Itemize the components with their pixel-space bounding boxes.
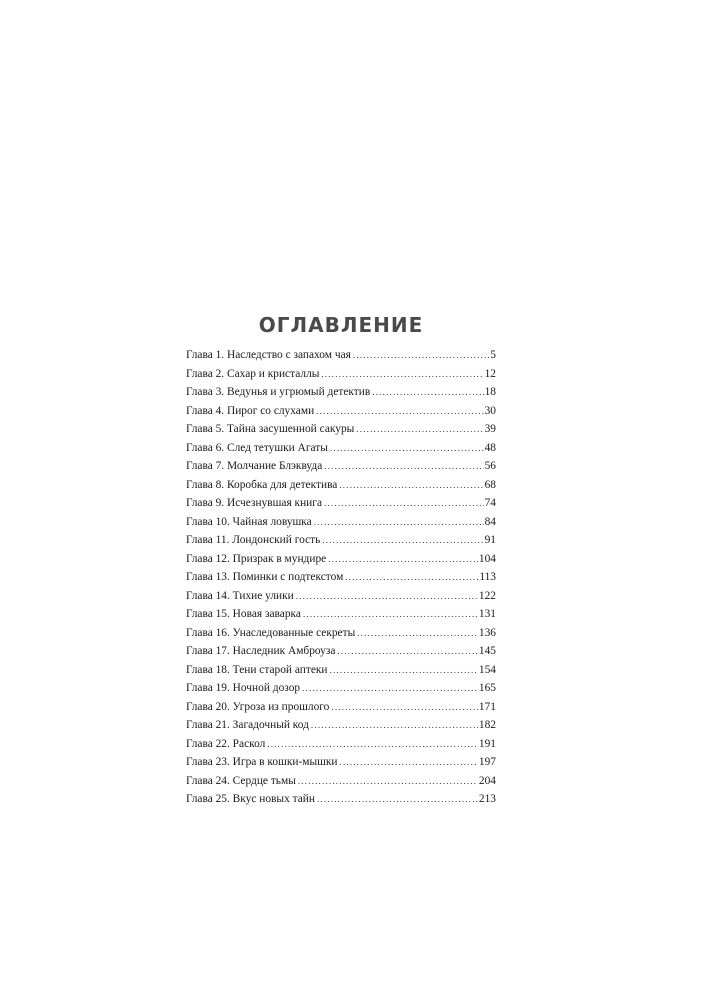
toc-dot-leader <box>324 457 483 476</box>
toc-entry-page-number: 191 <box>478 737 496 750</box>
toc-dot-leader <box>321 365 483 384</box>
toc-entry-label: Глава 19. Ночной дозор <box>186 682 301 694</box>
toc-entry-label: Глава 16. Унаследованные секреты <box>186 626 356 639</box>
toc-dot-leader <box>324 494 484 513</box>
toc-entry-label: Глава 21. Загадочный код <box>186 719 309 731</box>
toc-entry-page-number: 113 <box>479 571 496 583</box>
toc-entry-page-number: 68 <box>484 478 496 491</box>
toc-entry-page-number: 204 <box>478 774 496 787</box>
toc-dot-leader <box>330 661 478 680</box>
toc-entry <box>186 346 496 365</box>
toc-dot-leader <box>331 698 478 717</box>
toc-dot-leader <box>345 568 478 587</box>
toc-dot-leader <box>353 346 489 365</box>
toc-entry-label: Глава 13. Поминки с подтекстом <box>186 571 344 583</box>
toc-entry <box>186 790 496 809</box>
toc-dot-leader <box>316 402 483 421</box>
toc-entry-label: Глава 3. Ведунья и угрюмый детектив <box>186 386 371 398</box>
toc-entry <box>186 642 496 661</box>
toc-entry-label: Глава 1. Наследство с запахом чая <box>186 349 351 361</box>
toc-entry-label: Глава 20. Угроза из прошлого <box>186 700 330 713</box>
toc-entry-page-number: 154 <box>478 663 496 676</box>
toc-dot-leader <box>357 624 478 643</box>
toc-entry-page-number: 74 <box>484 497 496 509</box>
toc-entry-label: Глава 8. Коробка для детектива <box>186 478 338 491</box>
toc-entry-label: Глава 17. Наследник Амброуза <box>186 645 336 657</box>
toc-entry-page-number: 171 <box>478 700 496 713</box>
toc-entry <box>186 365 496 384</box>
page-title: ОГЛАВЛЕНИЕ <box>258 313 424 337</box>
toc-entry <box>186 383 496 402</box>
toc-entry <box>186 476 496 495</box>
toc-entry <box>186 513 496 532</box>
toc-dot-leader <box>328 550 478 569</box>
toc-dot-leader <box>267 735 478 754</box>
toc-entry <box>186 402 496 421</box>
table-of-contents <box>186 346 496 809</box>
toc-entry-label: Глава 18. Тени старой аптеки <box>186 663 328 676</box>
toc-entry-label: Глава 12. Призрак в мундире <box>186 552 327 565</box>
toc-entry-label: Глава 25. Вкус новых тайн <box>186 793 315 805</box>
toc-entry-page-number: 30 <box>484 404 496 417</box>
toc-entry-label: Глава 14. Тихие улики <box>186 589 294 602</box>
toc-entry-page-number: 39 <box>484 423 496 435</box>
toc-entry-label: Глава 15. Новая заварка <box>186 608 301 620</box>
toc-entry-page-number: 91 <box>484 534 496 546</box>
toc-entry-label: Глава 5. Тайна засушенной сакуры <box>186 423 355 435</box>
toc-entry <box>186 624 496 643</box>
toc-dot-leader <box>339 476 483 495</box>
toc-entry-page-number: 5 <box>490 349 496 361</box>
toc-entry-label: Глава 22. Раскол <box>186 737 266 750</box>
toc-entry <box>186 605 496 624</box>
toc-entry-page-number: 136 <box>478 626 496 639</box>
toc-dot-leader <box>296 587 478 606</box>
toc-dot-leader <box>317 790 478 809</box>
toc-entry-label: Глава 10. Чайная ловушка <box>186 515 312 528</box>
toc-entry-page-number: 104 <box>478 552 496 565</box>
toc-dot-leader <box>337 642 477 661</box>
toc-entry-page-number: 131 <box>478 608 496 620</box>
toc-entry-label: Глава 9. Исчезнувшая книга <box>186 497 323 509</box>
toc-dot-leader <box>311 716 478 735</box>
toc-entry <box>186 735 496 754</box>
toc-dot-leader <box>330 439 484 458</box>
toc-dot-leader <box>372 383 483 402</box>
toc-entry-page-number: 18 <box>484 386 496 398</box>
toc-entry <box>186 716 496 735</box>
toc-dot-leader <box>298 772 478 791</box>
toc-entry <box>186 753 496 772</box>
toc-entry <box>186 531 496 550</box>
toc-entry-label: Глава 2. Сахар и кристаллы <box>186 367 320 380</box>
toc-entry-label: Глава 23. Игра в кошки-мышки <box>186 756 338 768</box>
toc-entry <box>186 679 496 698</box>
toc-entry <box>186 661 496 680</box>
toc-entry-label: Глава 7. Молчание Блэквуда <box>186 460 323 472</box>
toc-entry <box>186 420 496 439</box>
toc-entry-page-number: 84 <box>484 515 496 528</box>
toc-entry <box>186 494 496 513</box>
toc-dot-leader <box>314 513 484 532</box>
toc-entry-page-number: 56 <box>484 460 496 472</box>
toc-entry-label: Глава 11. Лондонский гость <box>186 534 321 546</box>
toc-entry <box>186 568 496 587</box>
toc-entry-page-number: 145 <box>478 645 496 657</box>
toc-entry <box>186 550 496 569</box>
toc-dot-leader <box>340 753 478 772</box>
toc-entry-page-number: 122 <box>478 589 496 602</box>
toc-dot-leader <box>356 420 483 439</box>
toc-entry-page-number: 213 <box>478 793 496 805</box>
toc-entry-label: Глава 24. Сердце тьмы <box>186 774 296 787</box>
toc-entry-page-number: 48 <box>484 441 496 454</box>
toc-entry-label: Глава 6. След тетушки Агаты <box>186 441 328 454</box>
toc-entry-page-number: 12 <box>484 367 496 380</box>
toc-entry <box>186 772 496 791</box>
toc-entry-page-number: 197 <box>478 756 496 768</box>
toc-entry <box>186 439 496 458</box>
toc-entry <box>186 587 496 606</box>
toc-dot-leader <box>303 605 478 624</box>
toc-entry-label: Глава 4. Пирог со слухами <box>186 404 315 417</box>
toc-dot-leader <box>322 531 483 550</box>
toc-entry <box>186 457 496 476</box>
toc-entry-page-number: 182 <box>478 719 496 731</box>
toc-entry-page-number: 165 <box>478 682 496 694</box>
toc-dot-leader <box>302 679 478 698</box>
toc-entry <box>186 698 496 717</box>
